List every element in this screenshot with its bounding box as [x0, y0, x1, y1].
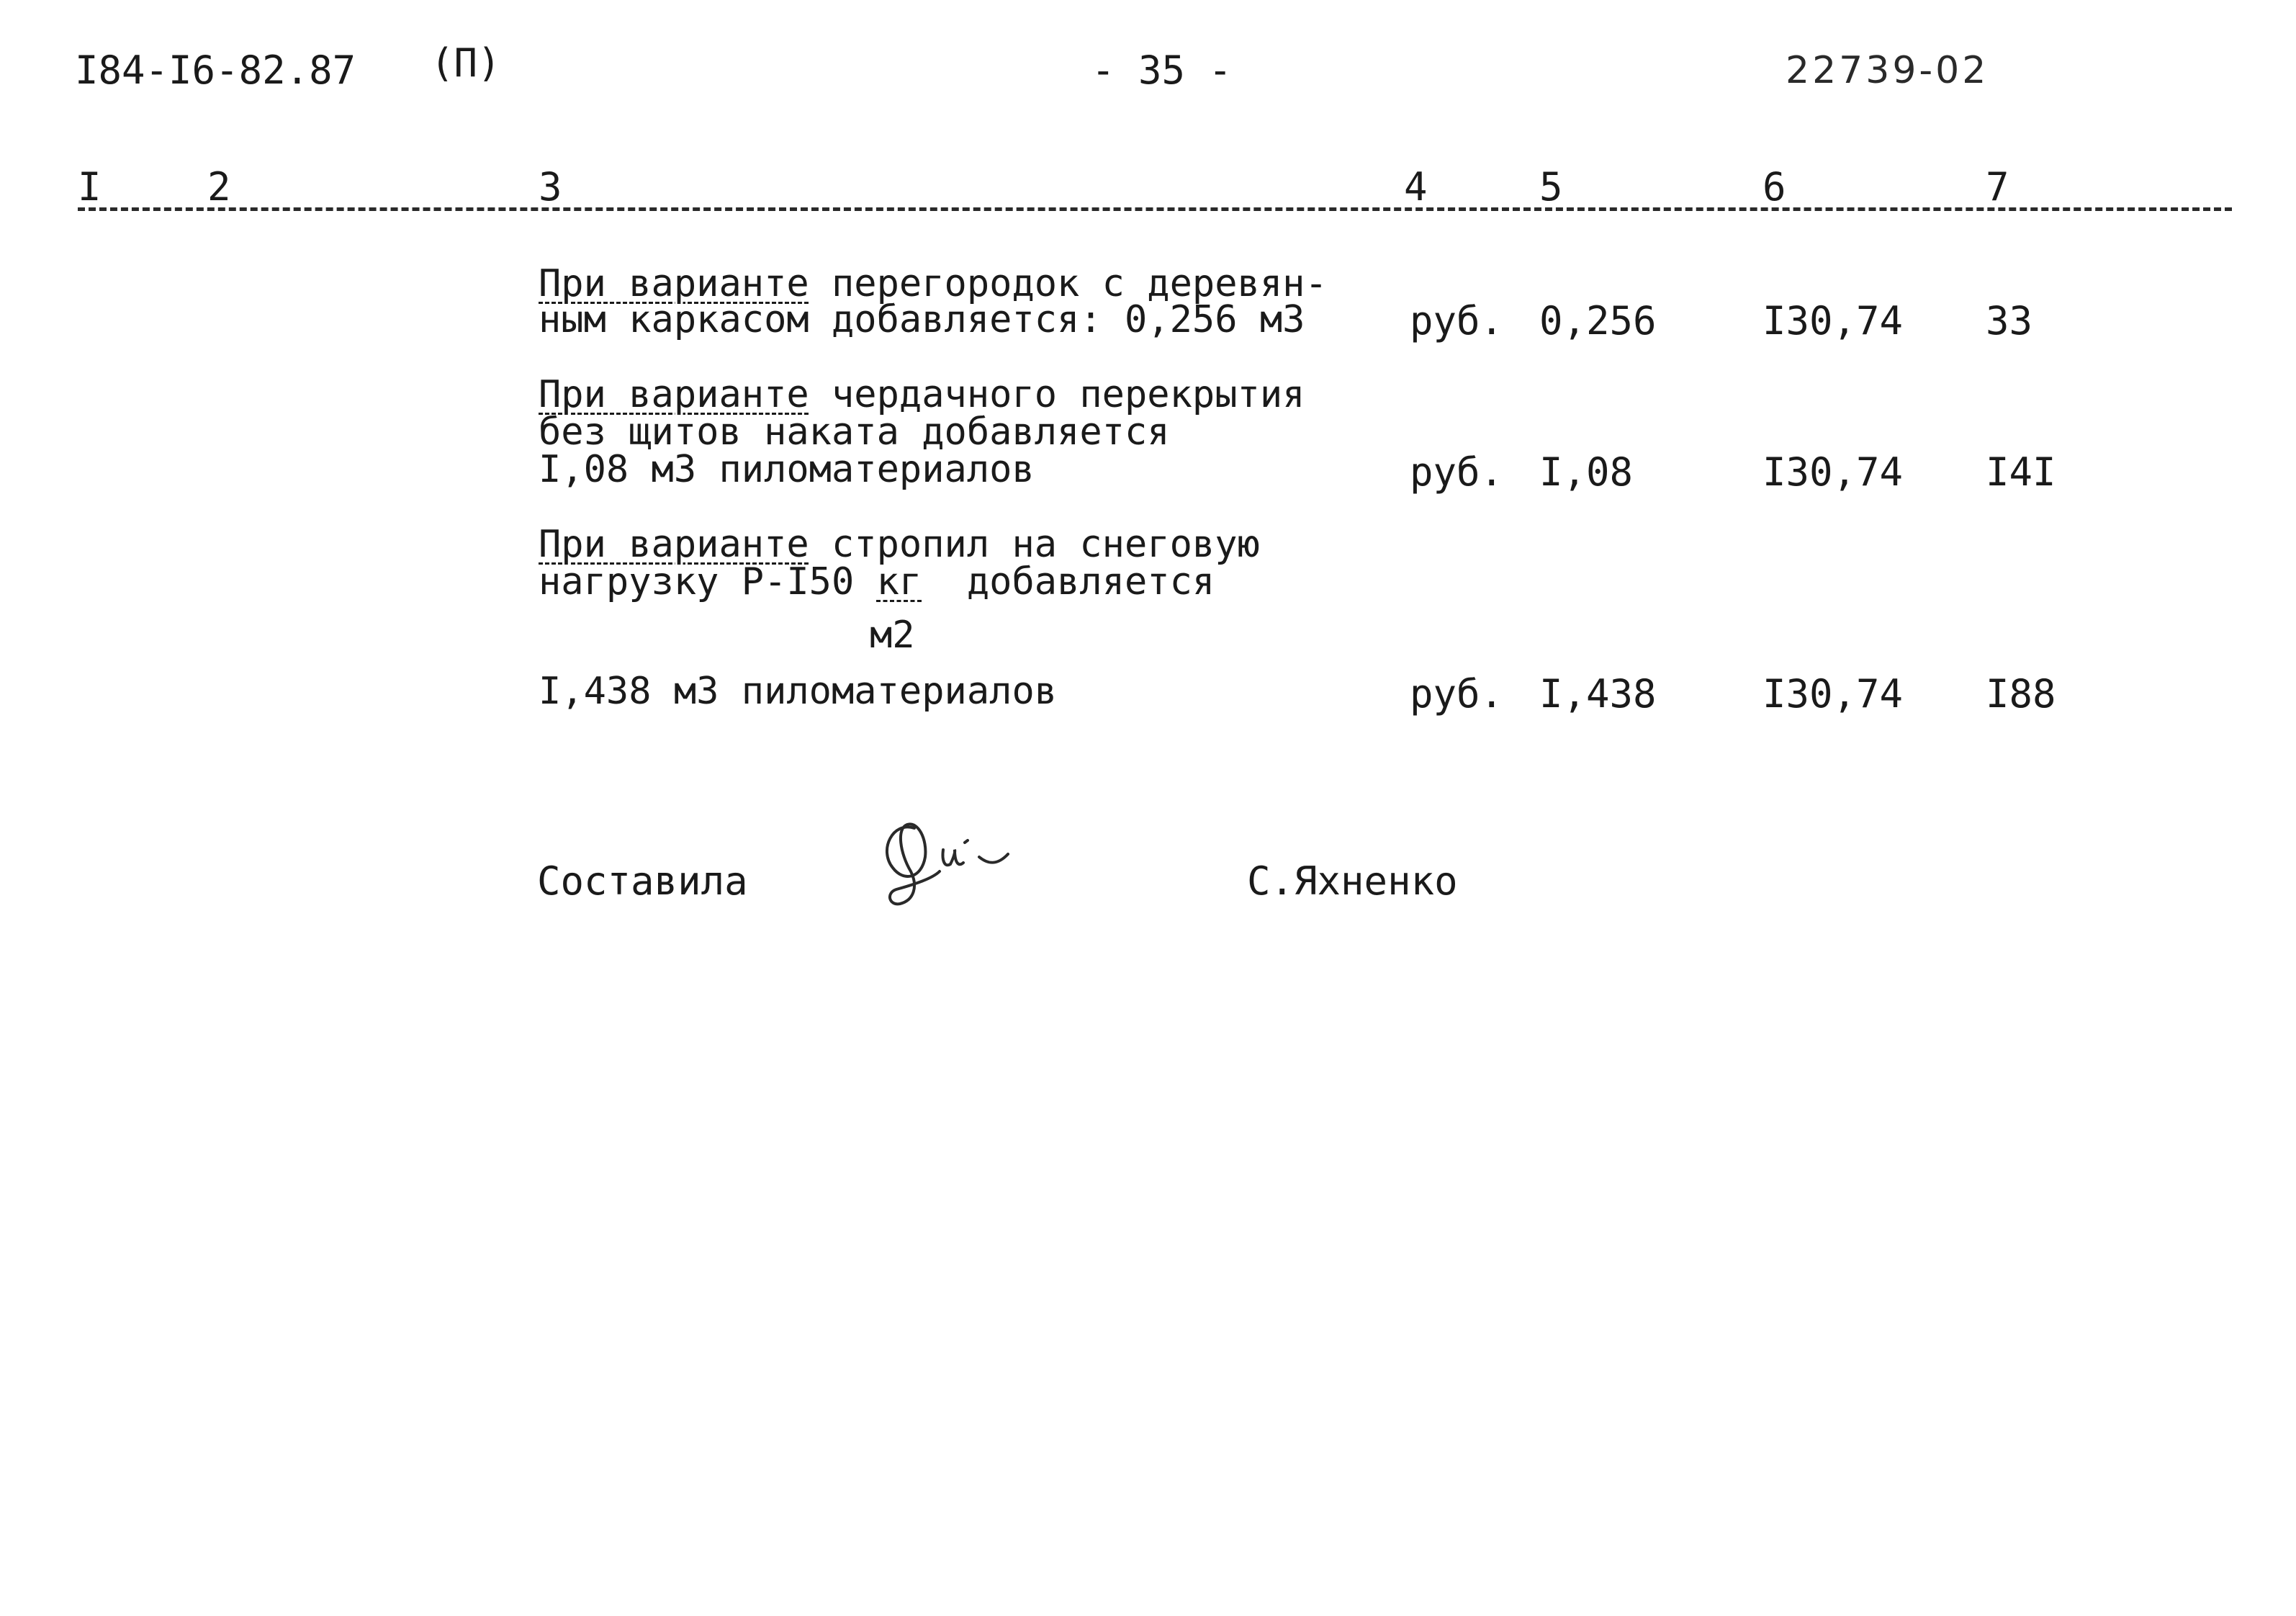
document-code: I84-I6-82.87 [75, 48, 356, 93]
row-text: добавляется [922, 560, 1215, 603]
price-cell: I30,74 [1762, 449, 1904, 495]
unit-cell: руб. [1410, 671, 1504, 717]
column-number-5: 5 [1539, 164, 1563, 210]
unit-cell: руб. [1410, 449, 1504, 495]
variant-lead: При варианте [539, 523, 809, 566]
row-text: стропил на снеговую [809, 523, 1260, 566]
page-number: - 35 - [1091, 48, 1233, 93]
header-rule [78, 207, 2232, 211]
row-text: чердачного перекрытия [809, 373, 1305, 416]
row-text-line [539, 410, 1170, 454]
compiler-name: С.Яхненко [1247, 858, 1458, 904]
load-unit-numerator: кг [876, 560, 922, 603]
row-text: без щитов наката добавляется [539, 410, 1170, 454]
compiled-by-label: Составила [537, 858, 748, 904]
column-number-2: 2 [207, 164, 231, 210]
row-text-line [539, 670, 1058, 713]
column-number-4: 4 [1404, 164, 1428, 210]
row-text: ным каркасом добавляется: 0,256 м3 [539, 298, 1305, 341]
row-text: I,08 м3 пиломатериалов [539, 448, 1035, 491]
variant-lead: При варианте [539, 262, 809, 305]
row-text-line [539, 523, 1260, 566]
unit-cell: руб. [1410, 298, 1504, 344]
total-cell: I4I [1986, 449, 2056, 495]
row-text-line [539, 262, 1328, 305]
row-text: I,438 м3 пиломатериалов [539, 670, 1058, 713]
row-text-line [539, 373, 1305, 416]
quantity-cell: I,438 [1539, 671, 1657, 717]
column-number-6: 6 [1762, 164, 1786, 210]
row-text-line [539, 448, 1035, 491]
row-text-line [539, 298, 1305, 341]
total-cell: I88 [1986, 671, 2056, 717]
sheet-mark: (П) [431, 40, 501, 86]
column-number-7: 7 [1986, 164, 2009, 210]
quantity-cell: I,08 [1539, 449, 1634, 495]
quantity-cell: 0,256 [1539, 298, 1657, 344]
load-unit-denominator: м2 [870, 614, 915, 657]
row-text: нагрузку Р-I50 [539, 560, 877, 603]
price-cell: I30,74 [1762, 298, 1904, 344]
price-cell: I30,74 [1762, 671, 1904, 717]
column-number-1: I [78, 164, 102, 210]
inventory-number: 22739-02 [1786, 49, 1989, 92]
row-text: перегородок с деревян- [809, 262, 1328, 305]
row-text-line [539, 560, 1215, 603]
handwritten-signature [864, 799, 1022, 922]
column-number-3: 3 [539, 164, 562, 210]
variant-lead: При варианте [539, 373, 809, 416]
total-cell: 33 [1986, 298, 2033, 344]
